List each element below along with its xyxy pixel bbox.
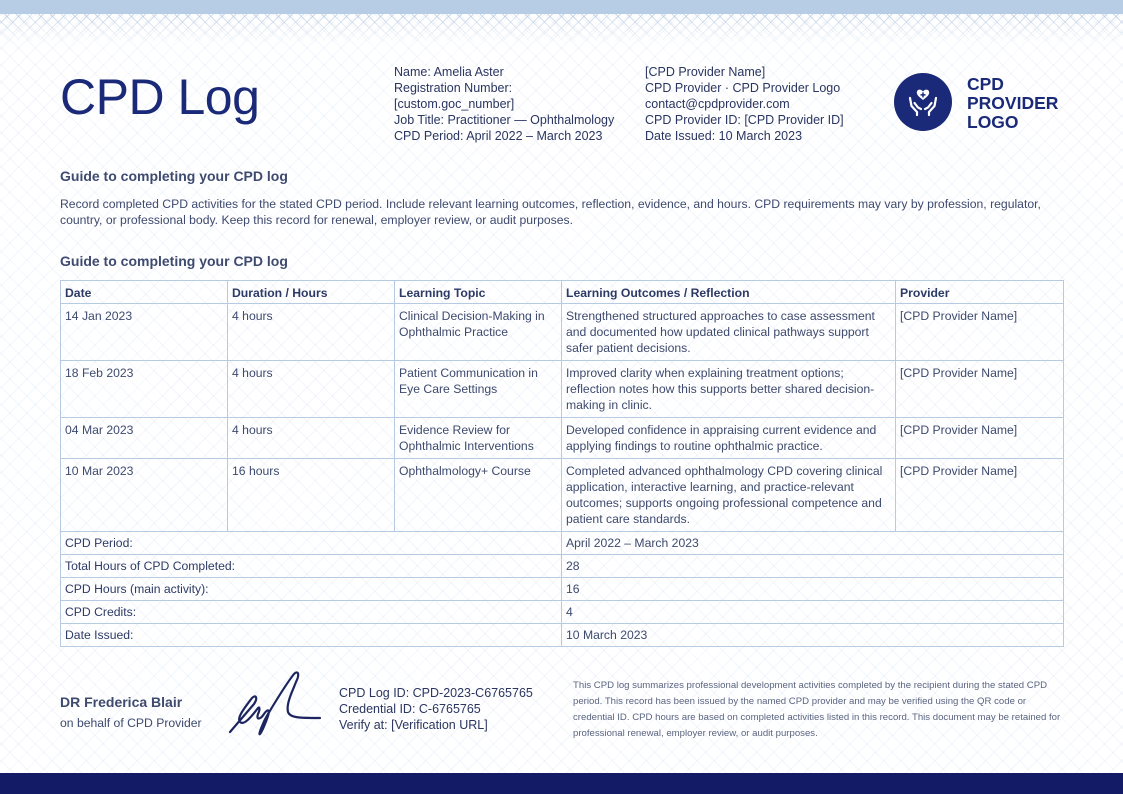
cell-hours: 16 hours [228,459,395,532]
recipient-name: Name: Amelia Aster [394,65,504,79]
table-row [61,459,1064,532]
provider-email: contact@cpdprovider.com [645,97,790,111]
recipient-info [394,64,614,144]
cell-date: 10 Mar 2023 [61,459,228,532]
cell-outcome: Completed advanced ophthalmology CPD covering clinical application, interactive learning, and practice-relevant outcomes; supports ongoing professional competence and patient care standards. [562,459,896,532]
guide-heading: Guide to completing your CPD log [60,168,288,184]
table-row [61,304,1064,361]
document-title: CPD Log [60,69,260,125]
summary-label: CPD Period: [61,532,562,555]
provider-id: CPD Provider ID: [CPD Provider ID] [645,113,844,127]
top-pattern-band [0,14,1123,44]
cpd-log-id: CPD Log ID: CPD-2023-C6765765 [339,686,533,700]
log-heading: Guide to completing your CPD log [60,253,288,269]
registration-number: [custom.goc_number] [394,97,515,111]
cell-provider: [CPD Provider Name] [896,361,1064,418]
provider-info [645,64,844,144]
job-title: Job Title: Practitioner — Ophthalmology [394,113,615,127]
verify-url: Verify at: [Verification URL] [339,718,488,732]
summary-row [61,555,1064,578]
hands-heart-icon [894,73,952,131]
signer-role: on behalf of CPD Provider [60,716,202,730]
column-header-provider: Provider [896,281,1064,304]
summary-value: 4 [562,601,1064,624]
summary-row [61,624,1064,647]
table-row [61,418,1064,459]
summary-label: CPD Credits: [61,601,562,624]
cell-date: 04 Mar 2023 [61,418,228,459]
cell-hours: 4 hours [228,418,395,459]
cell-topic: Evidence Review for Ophthalmic Interventions [395,418,562,459]
summary-label: Total Hours of CPD Completed: [61,555,562,578]
provider-logo-text [967,75,1058,132]
column-header-hours: Duration / Hours [228,281,395,304]
credential-id: Credential ID: C-6765765 [339,702,481,716]
registration-label: Registration Number: [394,81,513,95]
cpd-period: CPD Period: April 2022 – March 2023 [394,129,603,143]
guide-text: Record completed CPD activities for the stated CPD period. Include relevant learning outcomes, reflection, evidence, and hours. CPD requirements may vary by profession, regulator, country, or professional body. Keep this record for renewal, employer review, or audit purposes. [60,197,1041,227]
cell-outcome: Developed confidence in appraising current evidence and applying findings to routine ophthalmic practice. [562,418,896,459]
logo-text-line: LOGO [967,112,1019,132]
summary-label: Date Issued: [61,624,562,647]
cell-provider: [CPD Provider Name] [896,459,1064,532]
summary-row [61,601,1064,624]
provider-name: [CPD Provider Name] [645,65,766,79]
signer-name: DR Frederica Blair [60,694,183,710]
cell-hours: 4 hours [228,361,395,418]
summary-value: 16 [562,578,1064,601]
summary-value: 28 [562,555,1064,578]
cell-topic: Patient Communication in Eye Care Settings [395,361,562,418]
footer-bar [0,773,1123,794]
column-header-topic: Learning Topic [395,281,562,304]
date-issued: Date Issued: 10 March 2023 [645,129,803,143]
summary-row [61,532,1064,555]
column-header-date: Date [61,281,228,304]
column-header-outcomes: Learning Outcomes / Reflection [562,281,896,304]
summary-value: 10 March 2023 [562,624,1064,647]
table-header-row [61,281,1064,304]
cell-outcome: Improved clarity when explaining treatment options; reflection notes how this supports better shared decision-making in clinic. [562,361,896,418]
credential-ids [339,685,533,733]
cell-hours: 4 hours [228,304,395,361]
cell-date: 18 Feb 2023 [61,361,228,418]
summary-value: April 2022 – March 2023 [562,532,1064,555]
top-color-bar [0,0,1123,14]
cell-provider: [CPD Provider Name] [896,304,1064,361]
provider-logo-line: CPD Provider · CPD Provider Logo [645,81,841,95]
provider-logo-badge [894,73,952,131]
cell-topic: Ophthalmology+ Course [395,459,562,532]
summary-row [61,578,1064,601]
logo-text-line: CPD [967,74,1004,94]
disclaimer-text: This CPD log summarizes professional development activities completed by the recipient during the stated CPD period. This record has been issued by the named CPD provider and may be verified using the QR code or credential ID. CPD hours are based on completed activities listed in this record. This document may be retained for professional renewal, employer review, or audit purposes. [573,680,1061,739]
summary-label: CPD Hours (main activity): [61,578,562,601]
cpd-activity-table [60,280,1064,647]
cell-date: 14 Jan 2023 [61,304,228,361]
handwritten-signature [226,668,322,738]
table-row [61,361,1064,418]
cell-outcome: Strengthened structured approaches to case assessment and documented how updated clinical pathways support safer patient decisions. [562,304,896,361]
logo-text-line: PROVIDER [967,93,1059,113]
cell-provider: [CPD Provider Name] [896,418,1064,459]
cell-topic: Clinical Decision-Making in Ophthalmic Practice [395,304,562,361]
